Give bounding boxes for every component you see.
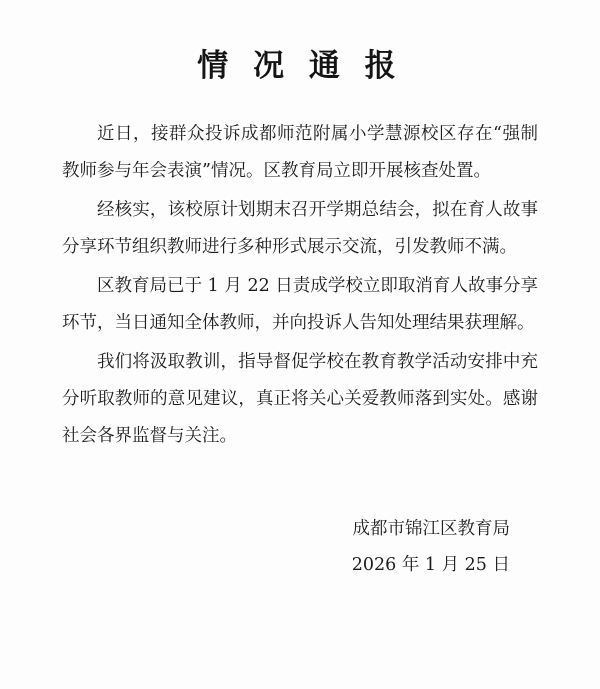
signature-issuer: 成都市锦江区教育局 bbox=[352, 519, 510, 540]
paragraph-3: 区教育局已于 1 月 22 日责成学校立即取消育人故事分享环节，当日通知全体教师，并向投诉人告知处理结果获理解。 bbox=[62, 276, 538, 334]
paragraph-4: 我们将汲取教训，指导督促学校在教育教学活动安排中充分听取教师的意见建议，真正将关心关爱教师落到实处。感谢社会各界监督与关注。 bbox=[62, 352, 538, 447]
signature-date: 2026 年 1 月 25 日 bbox=[351, 555, 510, 576]
paragraph-2: 经核实，该校原计划期末召开学期总结会，拟在育人故事分享环节组织教师进行多种形式展示交流，引发教师不满。 bbox=[62, 200, 538, 258]
signature-block bbox=[62, 511, 538, 583]
document-body bbox=[62, 116, 538, 455]
paragraph-1: 近日，接群众投诉成都师范附属小学慧源校区存在“强制教师参与年会表演”情况。区教育局立即开展核查处置。 bbox=[62, 124, 538, 182]
page-title: 情 况 通 报 bbox=[197, 48, 403, 84]
